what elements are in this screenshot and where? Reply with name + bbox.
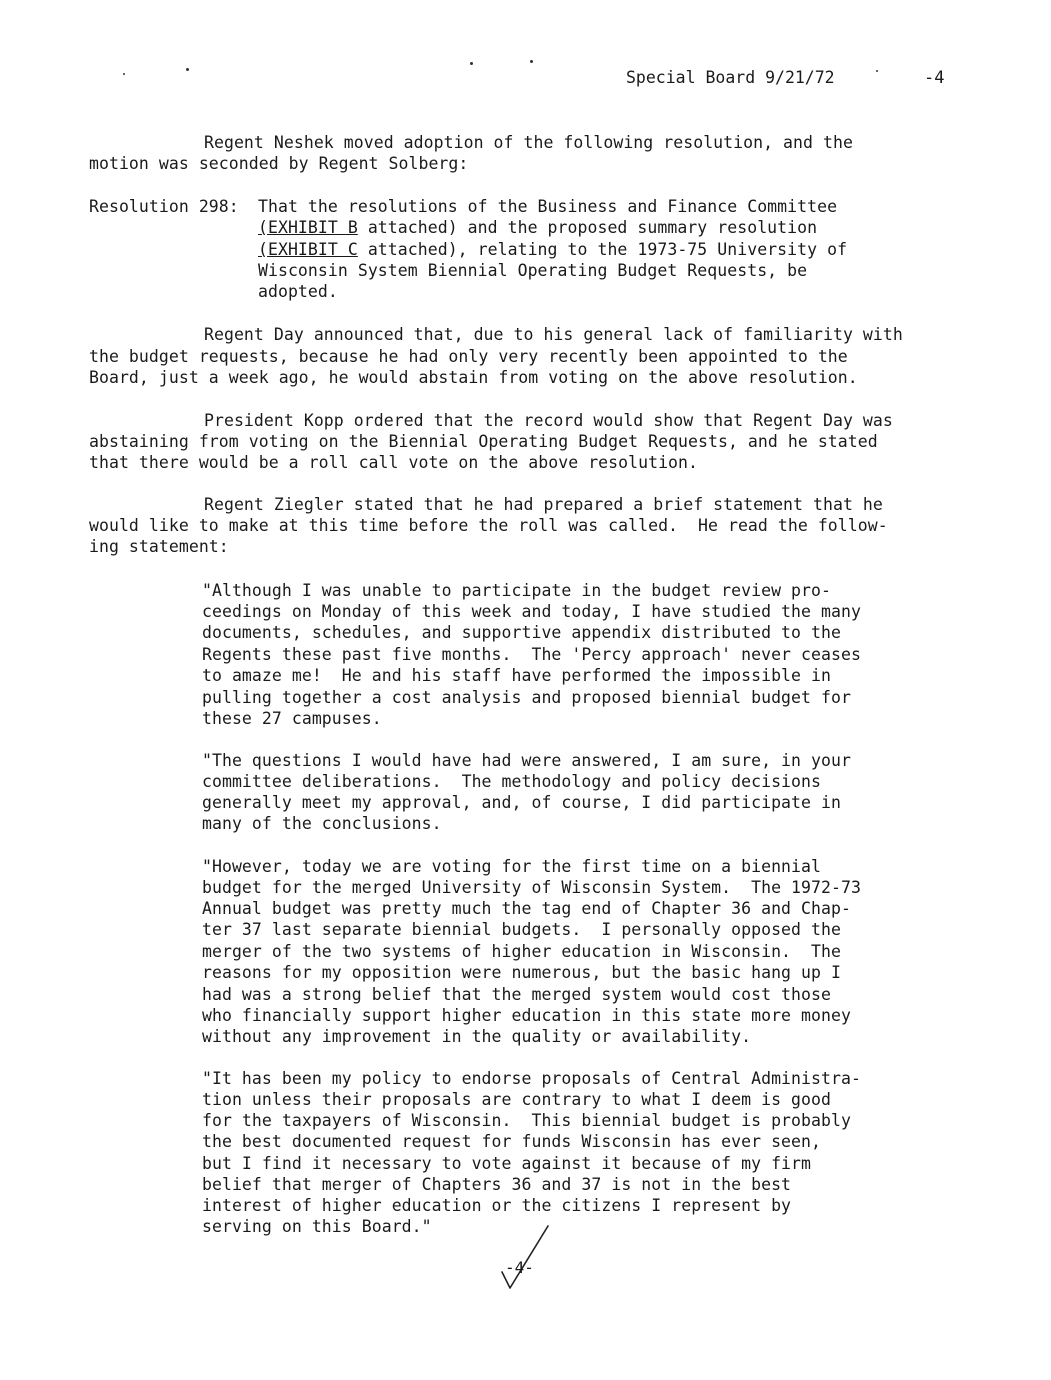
paragraph-line: that there would be a roll call vote on the above resolution. xyxy=(89,453,699,472)
resolution-label: Resolution 298: xyxy=(89,197,239,216)
scan-speck xyxy=(470,62,473,65)
paragraph-line: abstaining from voting on the Biennial Operating Budget Requests, and he stated xyxy=(89,432,878,451)
quote-line: who financially support higher education in this state more money xyxy=(202,1006,851,1025)
quote-line: many of the conclusions. xyxy=(202,814,442,833)
resolution-line: Wisconsin System Biennial Operating Budget Requests, be xyxy=(258,261,808,280)
paragraph-line: Regent Neshek moved adoption of the following resolution, and the xyxy=(204,133,853,152)
quote-line: "It has been my policy to endorse proposals of Central Administra- xyxy=(202,1069,861,1088)
resolution-line: adopted. xyxy=(258,282,338,301)
quote-line: interest of higher education or the citizens I represent by xyxy=(202,1196,792,1215)
quote-line: budget for the merged University of Wisconsin System. The 1972-73 xyxy=(202,878,861,897)
paragraph-line: motion was seconded by Regent Solberg: xyxy=(89,154,469,173)
paragraph-line: Regent Ziegler stated that he had prepared a brief statement that he xyxy=(204,495,883,514)
quote-line: documents, schedules, and supportive appendix distributed to the xyxy=(202,623,841,642)
quote-line: tion unless their proposals are contrary to what I deem is good xyxy=(202,1090,831,1109)
quote-line: committee deliberations. The methodology and policy decisions xyxy=(202,772,821,791)
paragraph-line: ing statement: xyxy=(89,537,229,556)
page-footer-number: -4- xyxy=(505,1258,534,1277)
paragraph-line: Regent Day announced that, due to his general lack of familiarity with xyxy=(204,325,903,344)
quote-line: serving on this Board." xyxy=(202,1217,432,1236)
paragraph-line: would like to make at this time before the roll was called. He read the follow- xyxy=(89,516,888,535)
quote-line: generally meet my approval, and, of course, I did participate in xyxy=(202,793,841,812)
quote-line: pulling together a cost analysis and proposed biennial budget for xyxy=(202,688,851,707)
quote-line: but I find it necessary to vote against it because of my firm xyxy=(202,1154,812,1173)
resolution-line: That the resolutions of the Business and Finance Committee xyxy=(258,197,838,216)
paragraph-line: Board, just a week ago, he would abstain from voting on the above resolution. xyxy=(89,368,858,387)
quote-line: for the taxpayers of Wisconsin. This biennial budget is probably xyxy=(202,1111,851,1130)
quote-line: merger of the two systems of higher education in Wisconsin. The xyxy=(202,942,841,961)
quote-line: Annual budget was pretty much the tag end of Chapter 36 and Chap- xyxy=(202,899,851,918)
quote-line: Regents these past five months. The 'Percy approach' never ceases xyxy=(202,645,861,664)
resolution-line: (EXHIBIT B attached) and the proposed summary resolution xyxy=(258,218,818,237)
quote-line: had was a strong belief that the merged system would cost those xyxy=(202,985,831,1004)
quote-line: the best documented request for funds Wisconsin has ever seen, xyxy=(202,1132,821,1151)
paragraph-line: the budget requests, because he had only very recently been appointed to the xyxy=(89,347,848,366)
handwritten-check-mark xyxy=(498,1222,558,1292)
quote-line: reasons for my opposition were numerous, but the basic hang up I xyxy=(202,963,841,982)
quote-line: belief that merger of Chapters 36 and 37 is not in the best xyxy=(202,1175,792,1194)
quote-line: ceedings on Monday of this week and today, I have studied the many xyxy=(202,602,861,621)
quote-line: ter 37 last separate biennial budgets. I personally opposed the xyxy=(202,920,841,939)
quote-line: these 27 campuses. xyxy=(202,709,382,728)
exhibit-c-reference: (EXHIBIT C xyxy=(258,240,358,259)
quote-line: "Although I was unable to participate in the budget review pro- xyxy=(202,581,831,600)
quote-line: "The questions I would have had were answered, I am sure, in your xyxy=(202,751,851,770)
scan-speck xyxy=(123,73,125,75)
paragraph-line: President Kopp ordered that the record would show that Regent Day was xyxy=(204,411,893,430)
scan-speck xyxy=(530,60,533,63)
exhibit-b-reference: (EXHIBIT B xyxy=(258,218,358,237)
scan-speck xyxy=(186,68,189,71)
quote-line: "However, today we are voting for the first time on a biennial xyxy=(202,857,821,876)
page-header-number: -4 xyxy=(924,68,945,88)
quote-line: to amaze me! He and his staff have performed the impossible in xyxy=(202,666,831,685)
scan-speck xyxy=(876,70,878,72)
page-header-title: Special Board 9/21/72 xyxy=(626,68,835,87)
resolution-line: (EXHIBIT C attached), relating to the 1973-75 University of xyxy=(258,240,848,259)
quote-line: without any improvement in the quality or availability. xyxy=(202,1027,752,1046)
